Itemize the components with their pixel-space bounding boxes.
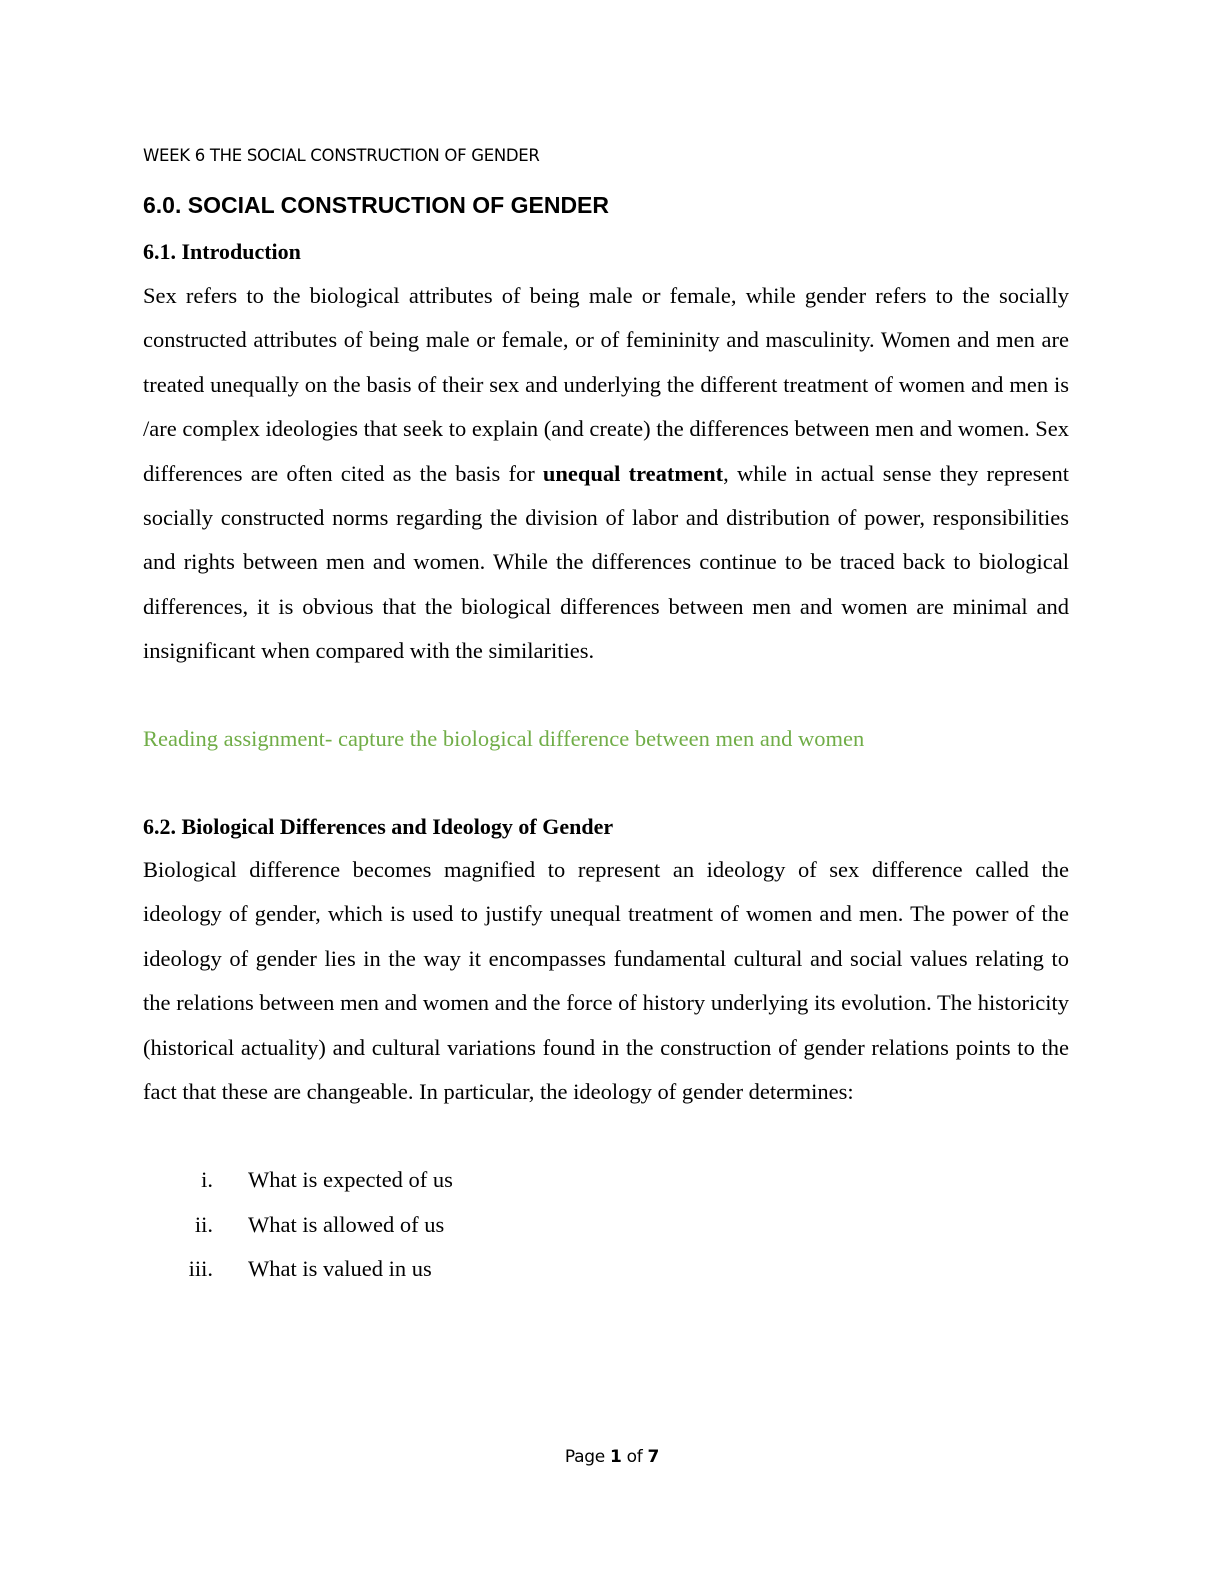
list-item-number: i. (201, 1167, 213, 1192)
list-item-text: What is expected of us (248, 1167, 453, 1192)
list-item-text: What is allowed of us (248, 1211, 445, 1237)
introduction-text-start: Sex refers to the biological attributes of being male or female, while gender refers to the socially constructed attributes of being male or female, or of femininity and masculinity. Women and men are treated unequally on the basis of their sex and underlying the different treatment of women and men is /are complex ideologies that seek to explain (and create) the differences between men and women. Sex differences are often cited as the basis for (143, 283, 1069, 486)
main-heading: 6.0. SOCIAL CONSTRUCTION OF GENDER (143, 192, 610, 218)
current-page-number: 1 (610, 1447, 622, 1467)
section-heading-introduction: 6.1. Introduction (143, 239, 301, 264)
section-heading-biological-differences: 6.2. Biological Differences and Ideology of Gender (143, 814, 614, 839)
page-footer (0, 1444, 1224, 1470)
biological-differences-paragraph: Biological difference becomes magnified to represent an ideology of sex difference called the ideology of gender, which is used to justify unequal treatment of women and men. The power of the ideology of gender lies in the way it encompasses fundamental cultural and social values relating to the relations between men and women and the force of history underlying its evolution. The historicity (historical actuality) and cultural variations found in the construction of gender relations points to the fact that these are changeable. In particular, the ideology of gender determines: (143, 857, 1069, 1105)
emphasis-unequal-treatment: unequal treatment (542, 460, 724, 486)
running-header: WEEK 6 THE SOCIAL CONSTRUCTION OF GENDER (143, 146, 540, 165)
list-item-number: ii. (194, 1211, 213, 1237)
total-pages-number: 7 (647, 1447, 660, 1467)
of-word: of (626, 1447, 643, 1467)
document-page (143, 0, 1069, 1584)
list-item-text: What is valued in us (248, 1256, 432, 1281)
introduction-paragraph (143, 274, 1069, 674)
introduction-text-end: , while in actual sense they represent socially constructed norms regarding the division of labor and distribution of power, responsibilities and rights between men and women. While the differences continue to be traced back to biological differences, it is obvious that the biological differences between men and women are minimal and insignificant when compared with the similarities. (143, 460, 1069, 664)
page-word: Page (564, 1447, 605, 1467)
reading-assignment: Reading assignment- capture the biological difference between men and women (143, 726, 865, 751)
list-item-number: iii. (188, 1256, 213, 1281)
